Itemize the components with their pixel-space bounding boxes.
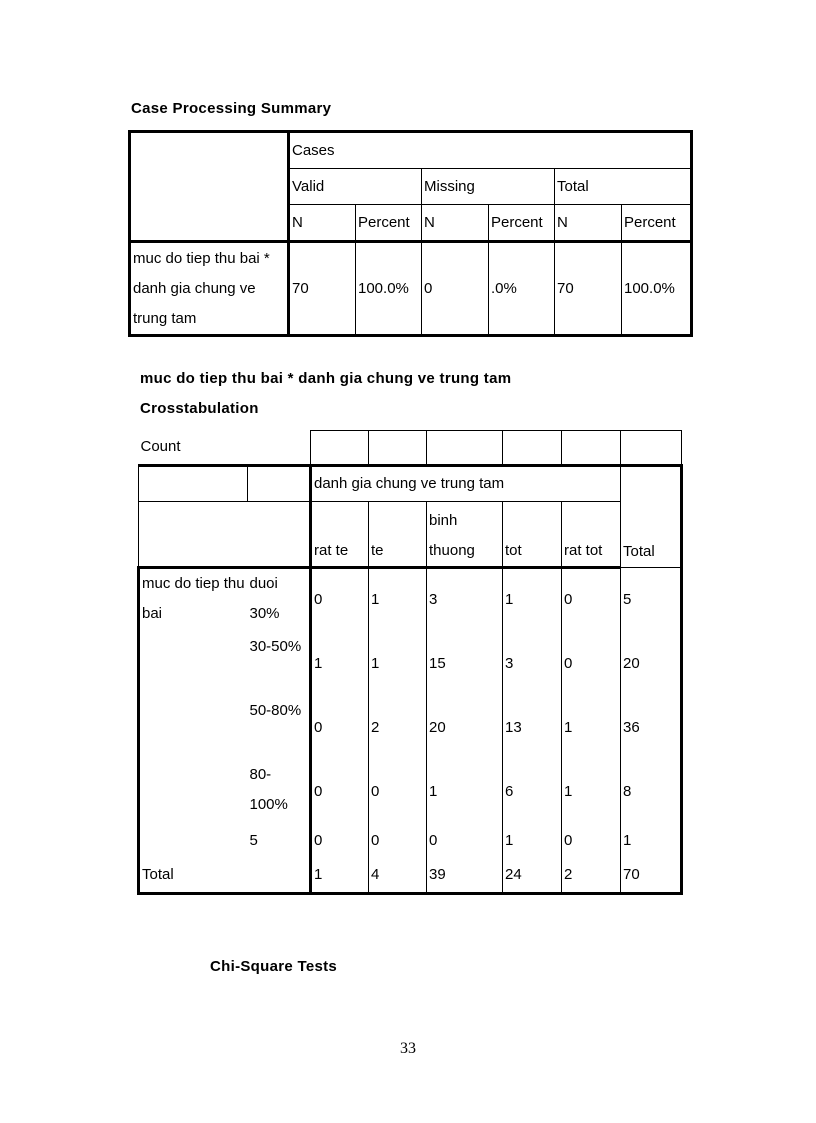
cell-value: 0	[369, 824, 427, 858]
cell-value: 0	[562, 632, 621, 696]
sub-header: Percent	[622, 205, 692, 242]
count-label: Count	[139, 431, 311, 466]
row-label: 50-80%	[248, 696, 311, 760]
value-cell: 0	[422, 242, 489, 336]
column-group-header: danh gia chung ve trung tam	[311, 466, 621, 502]
cell-value: 6	[503, 760, 562, 824]
empty-cell	[503, 431, 562, 466]
cell-value: 0	[314, 591, 323, 609]
cell-value: 0	[314, 782, 323, 800]
cell-value: 2	[369, 696, 427, 760]
corner-cell	[139, 466, 248, 502]
total-value: 2	[562, 858, 621, 894]
cell-value: 0	[369, 760, 427, 824]
page-number: 33	[400, 1040, 416, 1057]
sub-header: N	[555, 205, 622, 242]
sub-header: N	[289, 205, 356, 242]
row-label: 5	[248, 824, 311, 858]
cell-value: 1	[369, 568, 427, 632]
cases-header: Cases	[289, 132, 692, 169]
cell-value: 1	[562, 760, 621, 824]
cell-value: 0	[427, 824, 503, 858]
chi-square-title: Chi-Square Tests	[210, 958, 338, 975]
value-cell: 100.0%	[622, 242, 692, 336]
empty-cell	[427, 431, 503, 466]
total-value: 4	[369, 858, 427, 894]
sub-header: Percent	[356, 205, 422, 242]
cell-value: 13	[503, 696, 562, 760]
crosstab-subtitle: Crosstabulation	[140, 400, 259, 417]
cell-value: 0	[562, 824, 621, 858]
total-value: 70	[621, 858, 682, 894]
column-header: rat te	[311, 502, 369, 568]
sub-header: Percent	[489, 205, 555, 242]
value-cell: 70	[555, 242, 622, 336]
cell-value: 1	[427, 760, 503, 824]
empty-cell	[621, 431, 682, 466]
value-cell: 70	[289, 242, 356, 336]
row-label: muc do tiep thu bai * danh gia chung ve trung tam	[130, 242, 289, 336]
total-value: 24	[503, 858, 562, 894]
crosstab-table	[137, 430, 683, 895]
cell-value: 8	[621, 760, 682, 824]
row-label: duoi 30%	[248, 568, 311, 632]
empty-cell	[311, 431, 369, 466]
cell-value: 3	[503, 632, 562, 696]
cell-value: 20	[427, 696, 503, 760]
group-header: Total	[555, 169, 692, 205]
cell-value: 1	[621, 824, 682, 858]
corner-cell	[130, 132, 289, 242]
corner-cell	[248, 466, 311, 502]
case-summary-title: Case Processing Summary	[131, 100, 332, 117]
cell-value: 20	[621, 632, 682, 696]
cell-value: 0	[562, 568, 621, 632]
total-header: Total	[621, 466, 682, 568]
cell-value: 3	[427, 568, 503, 632]
empty-cell	[369, 431, 427, 466]
empty-cell	[562, 431, 621, 466]
cell-value: 1	[314, 654, 323, 672]
cell-value: 15	[427, 632, 503, 696]
value-cell: .0%	[489, 242, 555, 336]
column-header: binh thuong	[427, 502, 503, 568]
column-header: te	[369, 502, 427, 568]
group-header: Missing	[422, 169, 555, 205]
cell-value: 1	[503, 568, 562, 632]
total-value: 1	[311, 858, 369, 894]
group-header: Valid	[289, 169, 422, 205]
cell-value: 0	[314, 831, 323, 849]
cell-value: 1	[503, 824, 562, 858]
value-cell: 100.0%	[356, 242, 422, 336]
cell-value: 36	[621, 696, 682, 760]
cell-value: 1	[562, 696, 621, 760]
total-row-label: Total	[139, 858, 311, 894]
row-label: 80-100%	[248, 760, 311, 824]
crosstab-title: muc do tiep thu bai * danh gia chung ve trung tam	[140, 370, 512, 387]
sub-header: N	[422, 205, 489, 242]
column-header: rat tot	[562, 502, 621, 568]
cell-value: 5	[621, 568, 682, 632]
row-variable-label: muc do tiep thu bai	[139, 568, 248, 858]
corner-cell	[139, 502, 311, 568]
cell-value: 0	[314, 718, 323, 736]
cell-value: 1	[369, 632, 427, 696]
column-header: tot	[503, 502, 562, 568]
row-label: 30-50%	[248, 632, 311, 696]
case-processing-table	[128, 130, 693, 337]
total-value: 39	[427, 858, 503, 894]
